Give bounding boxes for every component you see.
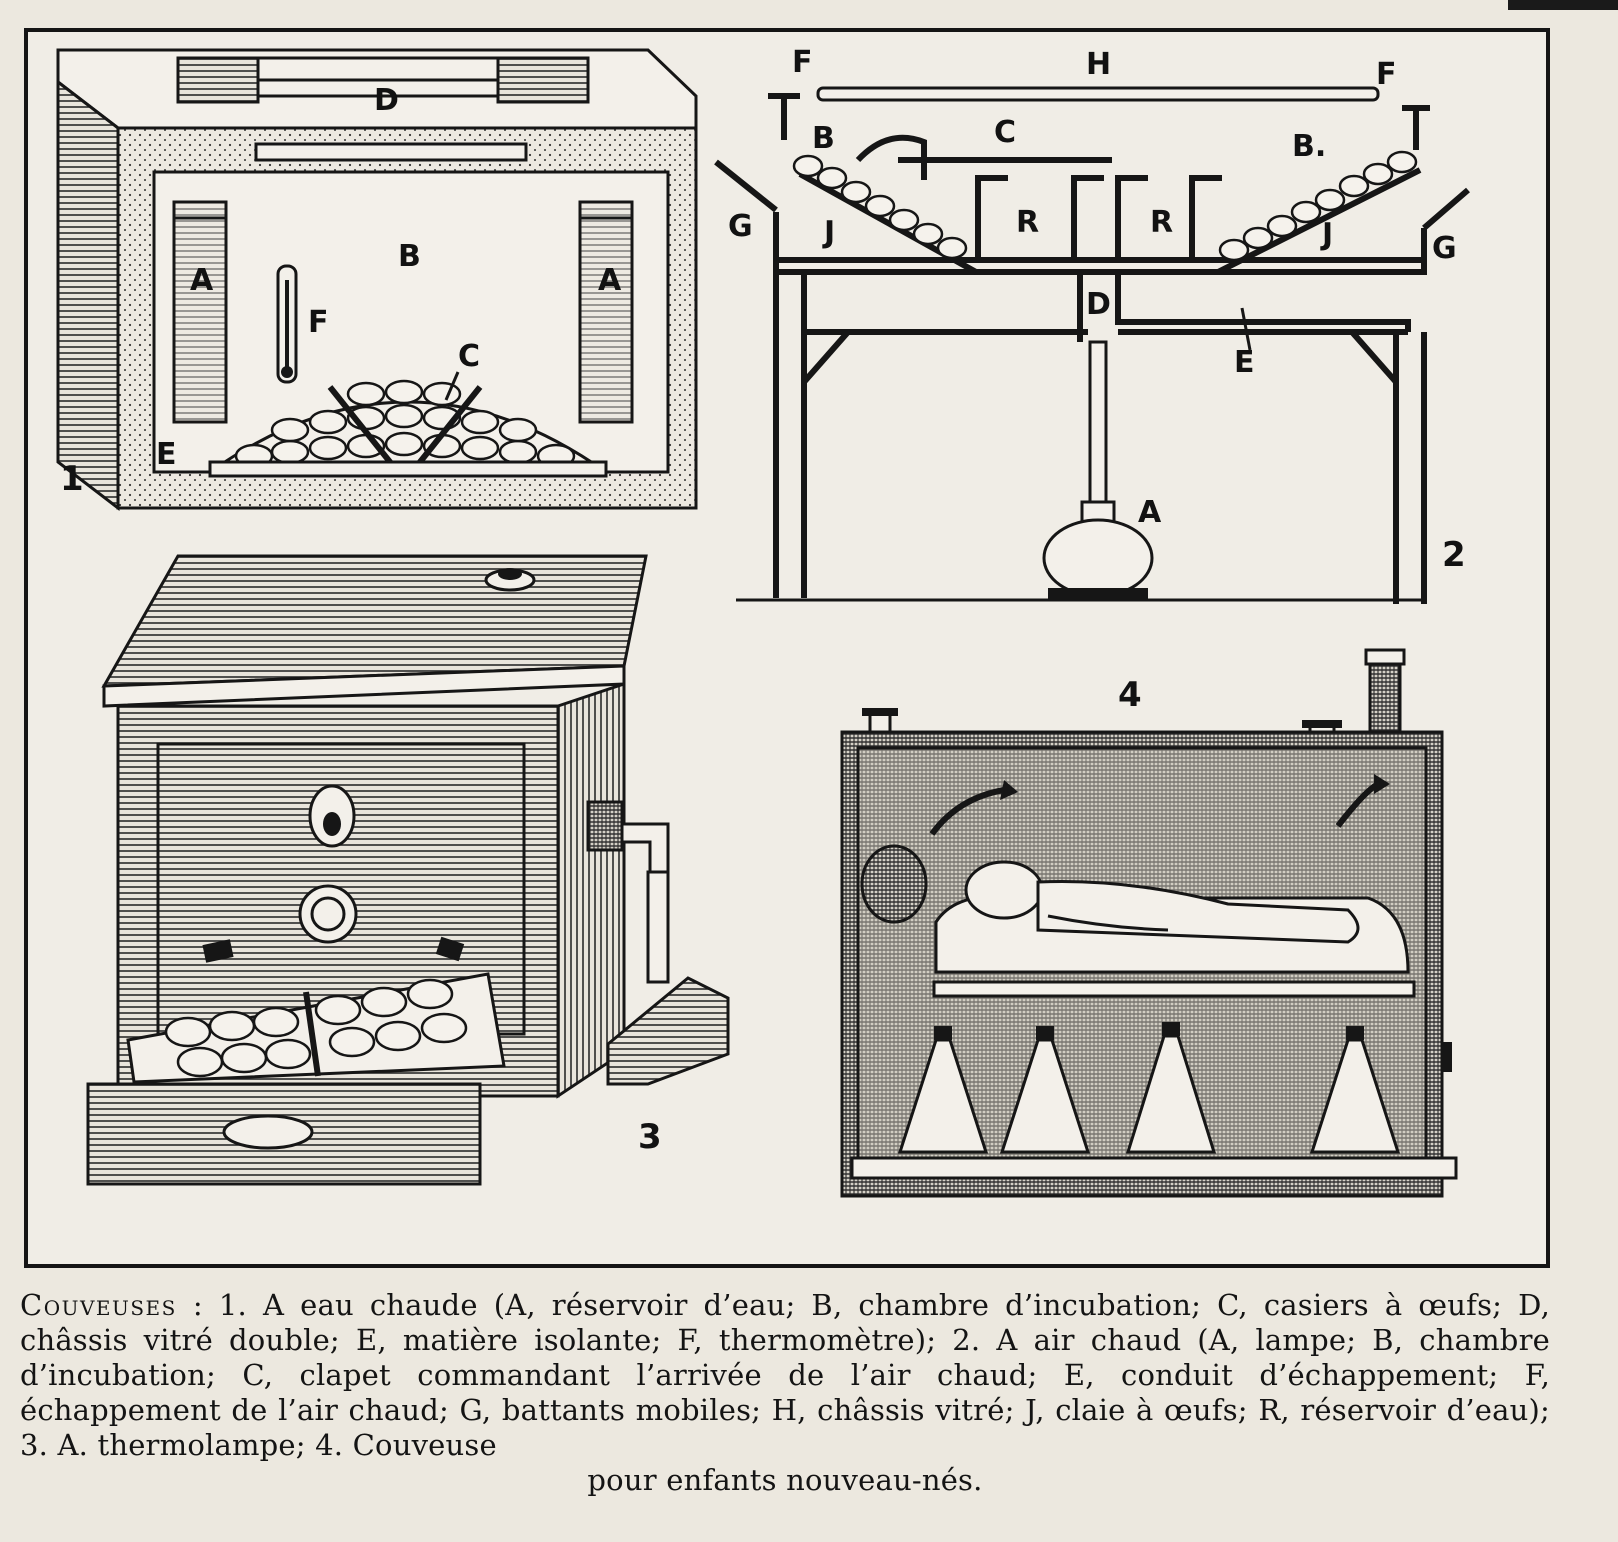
fig1-label-F: F [308,305,329,340]
figure-4-infant-incubator [842,650,1456,1196]
fig1-label-E: E [156,437,177,472]
figure-2-number: 2 [1442,535,1466,575]
fig2-label-G-right: G [1432,231,1457,266]
fig2-label-F-left: F [792,45,813,80]
fig2-label-C: C [994,115,1017,150]
figure-3-thermolampe-cabinet [88,556,728,1184]
fig2-label-G-left: G [728,209,753,244]
caption-last-line: pour enfants nouveau-nés. [587,1463,983,1497]
fig1-label-B: B [398,239,421,274]
fig2-label-B-right: B. [1292,129,1327,164]
fig2-label-H: H [1086,47,1112,82]
fig2-label-E: E [1234,345,1255,380]
fig2-label-A: A [1138,495,1162,530]
fig1-label-A-right: A [598,263,622,298]
fig2-label-D: D [1086,287,1111,322]
fig2-label-J-right: J [1322,217,1334,252]
figure-1-number: 1 [60,459,84,499]
illustration-svg [28,32,1546,1264]
fig2-label-R-left: R [1016,205,1040,240]
fig2-label-R-right: R [1150,205,1174,240]
caption-body: : 1. A eau chaude (A, réservoir d’eau; B, chambre d’incubation; C, casiers à œufs; D, châssis vitré double; E, matière isolante; F, thermomètre); 2. A air chaud (A, lampe; B, chambre d’incubation; C, clapet commandant l’arrivée de l’air chaud; E, conduit d’échappement; F, échappement de l’air chaud; G, battants mobiles; H, châssis vitré; J, claie à œufs; R, réservoir d’eau); 3. A. thermolampe; 4. Couveuse [20,1288,1550,1462]
figure-1-water-incubator [58,50,696,508]
figure-3-number: 3 [638,1117,662,1157]
egg-rack-right [1220,152,1416,260]
figure-4-number: 4 [1118,675,1142,715]
fig2-label-F-right: F [1376,57,1397,92]
fig1-label-D: D [374,83,399,118]
fig2-label-B-left: B [812,121,835,156]
figure-caption [20,1288,1550,1498]
fig1-label-C: C [458,339,481,374]
figure-2-air-incubator [716,45,1468,604]
caption-lead: Couveuses [20,1288,177,1322]
fig2-label-J-left: J [824,215,836,250]
page-number-fragment [1508,0,1618,10]
fig1-label-A-left: A [190,263,214,298]
egg-rack-left [794,156,966,258]
illustration-plate [24,28,1550,1268]
